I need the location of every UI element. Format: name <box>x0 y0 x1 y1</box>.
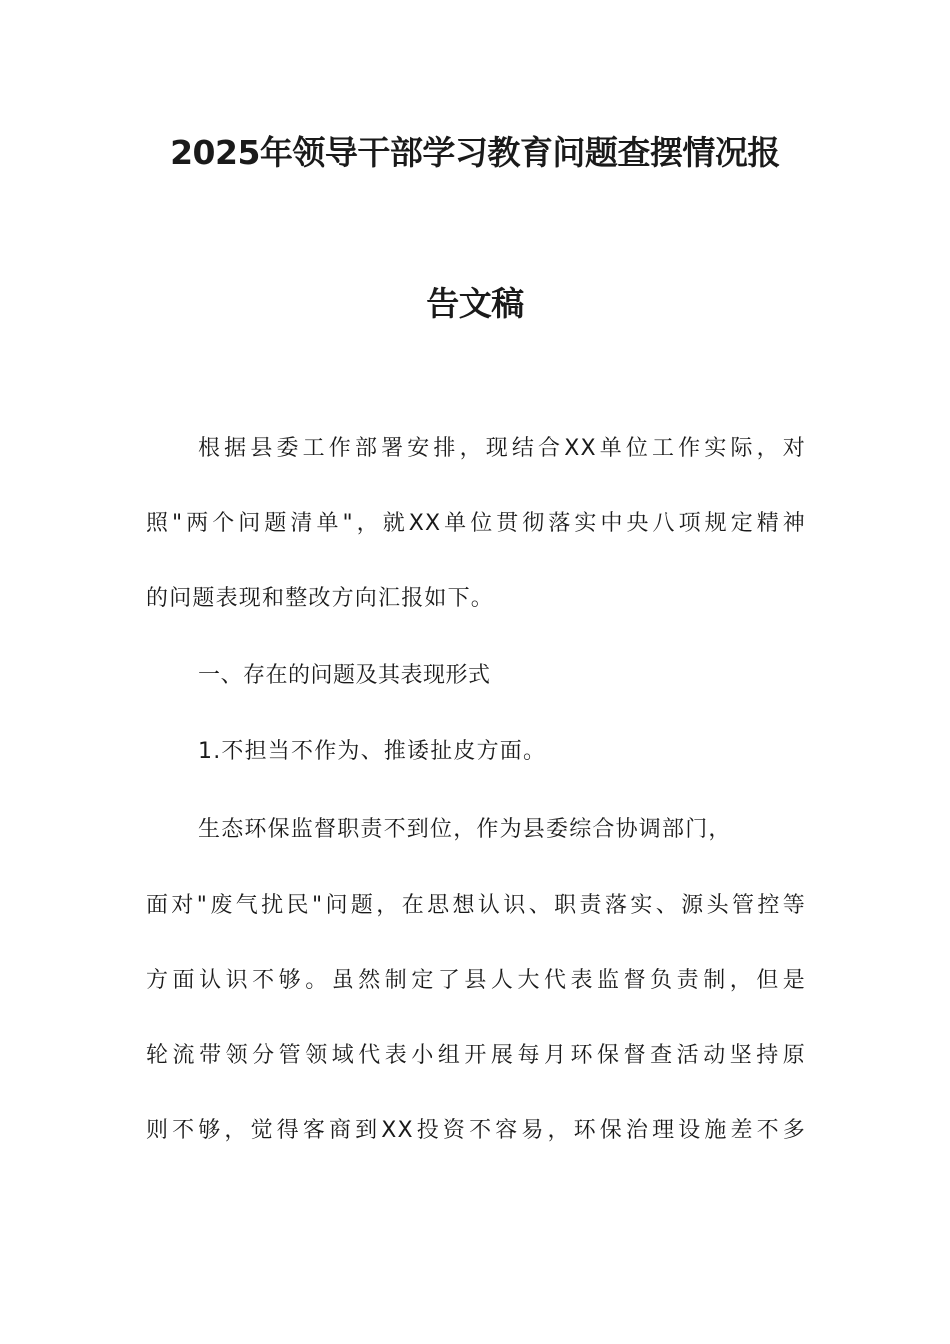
paragraph-2-line-2: 面对"废气扰民"问题，在思想认识、职责落实、源头管控等 <box>146 893 806 918</box>
document-title-line-2: 告文稿 <box>426 284 524 323</box>
paragraph-1-line-2: 照"两个问题清单"，就XX单位贯彻落实中央八项规定精神 <box>146 511 806 536</box>
subsection-1-heading: 1.不担当不作为、推诿扯皮方面。 <box>198 739 547 764</box>
paragraph-2-line-3: 方面认识不够。虽然制定了县人大代表监督负责制，但是 <box>146 968 806 993</box>
paragraph-2-line-1: 生态环保监督职责不到位，作为县委综合协调部门， <box>198 817 732 842</box>
paragraph-1-line-1: 根据县委工作部署安排，现结合XX单位工作实际，对 <box>198 436 806 461</box>
paragraph-1-line-3: 的问题表现和整改方向汇报如下。 <box>146 586 495 611</box>
section-1-heading: 一、存在的问题及其表现形式 <box>198 663 491 688</box>
paragraph-2-line-4: 轮流带领分管领域代表小组开展每月环保督查活动坚持原 <box>146 1043 806 1068</box>
document-title-line-1: 2025年领导干部学习教育问题查摆情况报 <box>170 133 780 172</box>
paragraph-2-line-5: 则不够，觉得客商到XX投资不容易，环保治理设施差不多 <box>146 1118 806 1143</box>
